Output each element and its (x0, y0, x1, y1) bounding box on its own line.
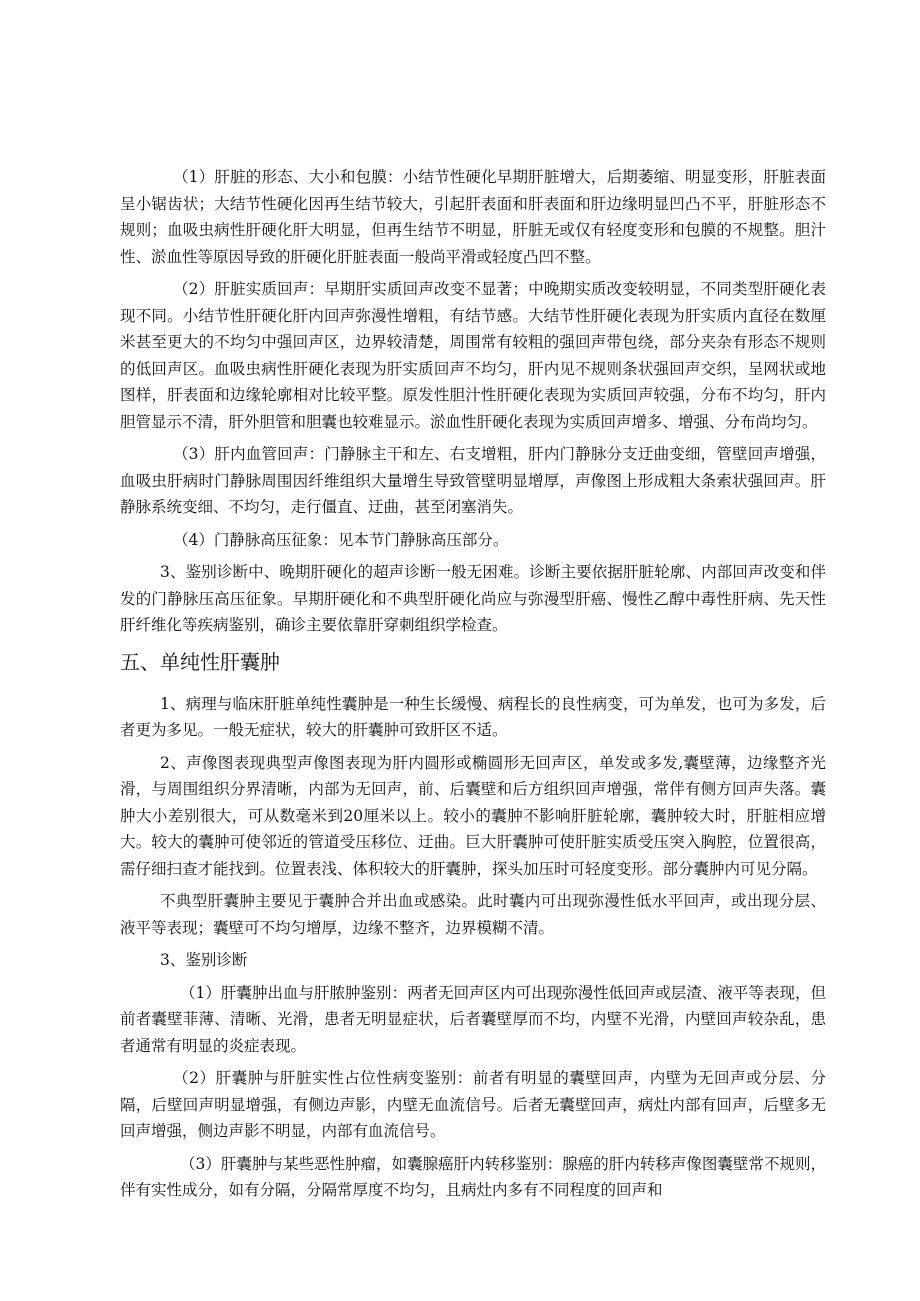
paragraph-diagnosis-heading: 3、鉴别诊断 (160, 951, 248, 969)
paragraph-pathology: 1、病理与临床肝脏单纯性囊肿是一种生长缓慢、病程长的良性病变，可为单发，也可为多发，后者更为多见。一般无症状，较大的肝囊肿可致肝区不适。 (120, 694, 826, 739)
paragraph-portal-hypertension: （4）门静脉高压征象：见本节门静脉高压部分。 (173, 530, 509, 549)
section-heading: 五、单纯性肝囊肿 (120, 649, 280, 674)
paragraph-diff-solid-lesion: （2）肝囊肿与肝脏实性占位性病变鉴别：前者有明显的囊壁回声，内壁为无回声或分层、分隔，后壁回声明显增强，有侧边声影，内壁无血流信号。后者无囊壁回声，病灶内部有回声，后壁多无回声增强，侧边声影不明显，内部有血流信号。 (120, 1069, 826, 1140)
paragraph-vessel-echo: （3）肝内血管回声：门静脉主干和左、右支增粗，肝内门静脉分支迂曲变细，管壁回声增强，血吸虫肝病时门静脉周围因纤维组织大量增生导致管壁明显增厚，声像图上形成粗大条索状强回声。肝静脉系统变细、不均匀，走行僵直、迂曲，甚至闭塞消失。 (120, 445, 826, 516)
paragraph-sonography: 2、声像图表现典型声像图表现为肝内圆形或椭圆形无回声区，单发或多发,囊壁薄，边缘整齐光滑，与周围组织分界清晰，内部为无回声，前、后囊壁和后方组织回声增强，常伴有侧方回声失落。囊肿大小差别很大，可从数毫米到20厘米以上。较小的囊肿不影响肝脏轮廓，囊肿较大时，肝脏相应增大。较大的囊肿可使邻近的管道受压移位、迂曲。巨大肝囊肿可使肝脏实质受压突入胸腔，位置很高，需仔细扫查才能找到。位置表浅、体积较大的肝囊肿，探头加压时可轻度变形。部分囊肿内可见分隔。 (120, 753, 826, 878)
paragraph-diff-malignant: （3）肝囊肿与某些恶性肿瘤，如囊腺癌肝内转移鉴别：腺癌的肝内转移声像图囊壁常不规则，伴有实性成分，如有分隔，分隔常厚度不均匀，且病灶内多有不同程度的回声和 (120, 1154, 826, 1199)
document-page (120, 164, 826, 1210)
paragraph-differential-diagnosis: 3、鉴别诊断中、晚期肝硬化的超声诊断一般无困难。诊断主要依据肝脏轮廓、内部回声改变和伴发的门静脉压高压征象。早期肝硬化和不典型肝硬化尚应与弥漫型肝癌、慢性乙醇中毒性肝病、先天性肝纤维化等疾病鉴别，确诊主要依靠肝穿刺组织学检查。 (120, 563, 826, 634)
paragraph-atypical-cyst: 不典型肝囊肿主要见于囊肿合并出血或感染。此时囊内可出现弥漫性低水平回声，或出现分层、液平等表现；囊壁可不均匀增厚，边缘不整齐，边界模糊不清。 (120, 892, 826, 937)
paragraph-parenchyma-echo: （2）肝脏实质回声：早期肝实质回声改变不显著；中晚期实质改变较明显，不同类型肝硬化表现不同。小结节性肝硬化肝内回声弥漫性增粗，有结节感。大结节性肝硬化表现为肝实质内直径在数厘米甚至更大的不均匀中强回声区，边界较清楚，周围常有较粗的强回声带包绕，部分夹杂有形态不规则的低回声区。血吸虫病性肝硬化表现为肝实质回声不均匀，肝内见不规则条状强回声交织，呈网状或地图样，肝表面和边缘轮廓相对比较平整。原发性胆汁性肝硬化表现为实质回声较强，分布不均匀，肝内胆管显示不清，肝外胆管和胆囊也较难显示。淤血性肝硬化表现为实质回声增多、增强、分布尚均匀。 (120, 280, 826, 431)
paragraph-diff-abscess: （1）肝囊肿出血与肝脓肿鉴别：两者无回声区内可出现弥漫性低回声或层渣、液平等表现，但前者囊壁菲薄、清晰、光滑，患者无明显症状，后者囊壁厚而不均，内壁不光滑，内壁回声较杂乱，患者通常有明显的炎症表现。 (120, 983, 826, 1055)
paragraph-liver-shape: （1）肝脏的形态、大小和包膜：小结节性硬化早期肝脏增大，后期萎缩、明显变形，肝脏表面呈小锯齿状；大结节性硬化因再生结节较大，引起肝表面和肝表面和肝边缘明显凹凸不平，肝脏形态不规则；血吸虫病性肝硬化肝大明显，但再生结节不明显，肝脏无或仅有轻度变形和包膜的不规整。胆汁性、淤血性等原因导致的肝硬化肝脏表面一般尚平滑或轻度凸凹不整。 (120, 168, 826, 266)
